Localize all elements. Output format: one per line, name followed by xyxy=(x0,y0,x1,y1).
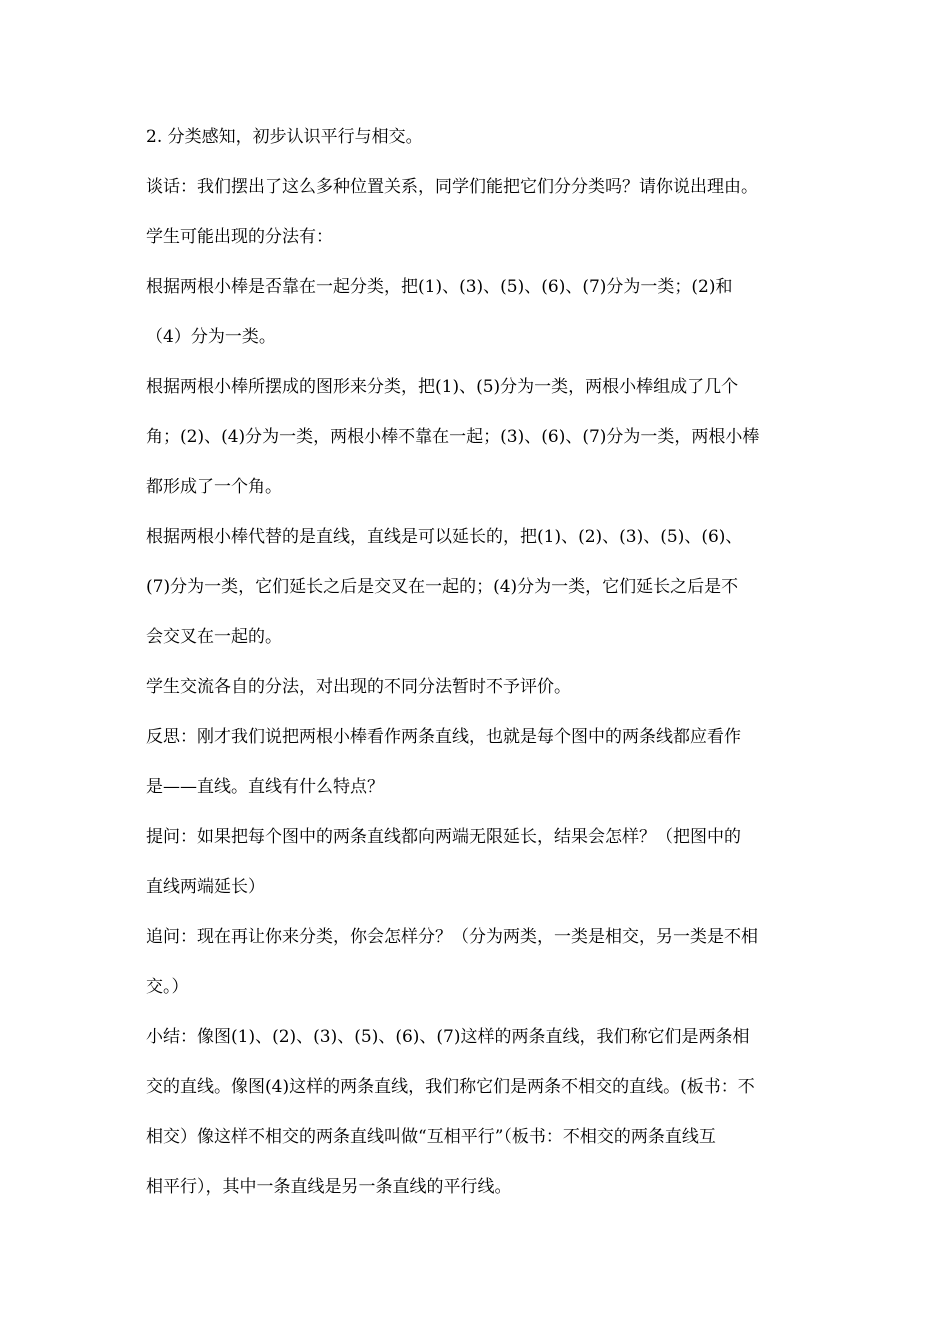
text-line: 根据两根小棒所摆成的图形来分类，把(1)、(5)分为一类，两根小棒组成了几个 xyxy=(146,377,739,397)
text-line: 追问：现在再让你来分类，你会怎样分？（分为两类，一类是相交，另一类是不相 xyxy=(146,927,758,947)
text-line: 都形成了一个角。 xyxy=(146,477,282,497)
text-line: (7)分为一类，它们延长之后是交叉在一起的；(4)分为一类，它们延长之后是不 xyxy=(146,577,739,597)
text-line: 学生可能出现的分法有： xyxy=(146,227,333,247)
text-line: 2. 分类感知，初步认识平行与相交。 xyxy=(146,127,423,147)
text-line: （4）分为一类。 xyxy=(146,327,276,347)
text-line: 反思：刚才我们说把两根小棒看作两条直线，也就是每个图中的两条线都应看作 xyxy=(146,727,741,747)
text-line: 提问：如果把每个图中的两条直线都向两端无限延长，结果会怎样？（把图中的 xyxy=(146,827,741,847)
text-line: 是——直线。直线有什么特点？ xyxy=(146,777,384,797)
text-line: 学生交流各自的分法，对出现的不同分法暂时不予评价。 xyxy=(146,677,571,697)
text-line: 谈话：我们摆出了这么多种位置关系，同学们能把它们分分类吗？请你说出理由。 xyxy=(146,177,758,197)
text-line: 相平行），其中一条直线是另一条直线的平行线。 xyxy=(146,1177,512,1197)
text-line: 交。） xyxy=(146,977,189,997)
text-line: 会交叉在一起的。 xyxy=(146,627,282,647)
text-line: 角；(2)、(4)分为一类，两根小棒不靠在一起；(3)、(6)、(7)分为一类，两根小棒 xyxy=(146,427,760,447)
text-line: 交的直线。像图(4)这样的两条直线，我们称它们是两条不相交的直线。(板书：不 xyxy=(146,1077,755,1097)
document-body xyxy=(146,120,826,1220)
text-line: 根据两根小棒代替的是直线，直线是可以延长的，把(1)、(2)、(3)、(5)、(6)、 xyxy=(146,527,743,547)
text-line: 小结：像图(1)、(2)、(3)、(5)、(6)、(7)这样的两条直线，我们称它们是两条相 xyxy=(146,1027,750,1047)
text-line: 根据两根小棒是否靠在一起分类，把(1)、(3)、(5)、(6)、(7)分为一类；(2)和 xyxy=(146,277,733,297)
text-line: 相交）像这样不相交的两条直线叫做“互相平行”（板书：不相交的两条直线互 xyxy=(146,1127,716,1147)
text-line: 直线两端延长） xyxy=(146,877,265,897)
